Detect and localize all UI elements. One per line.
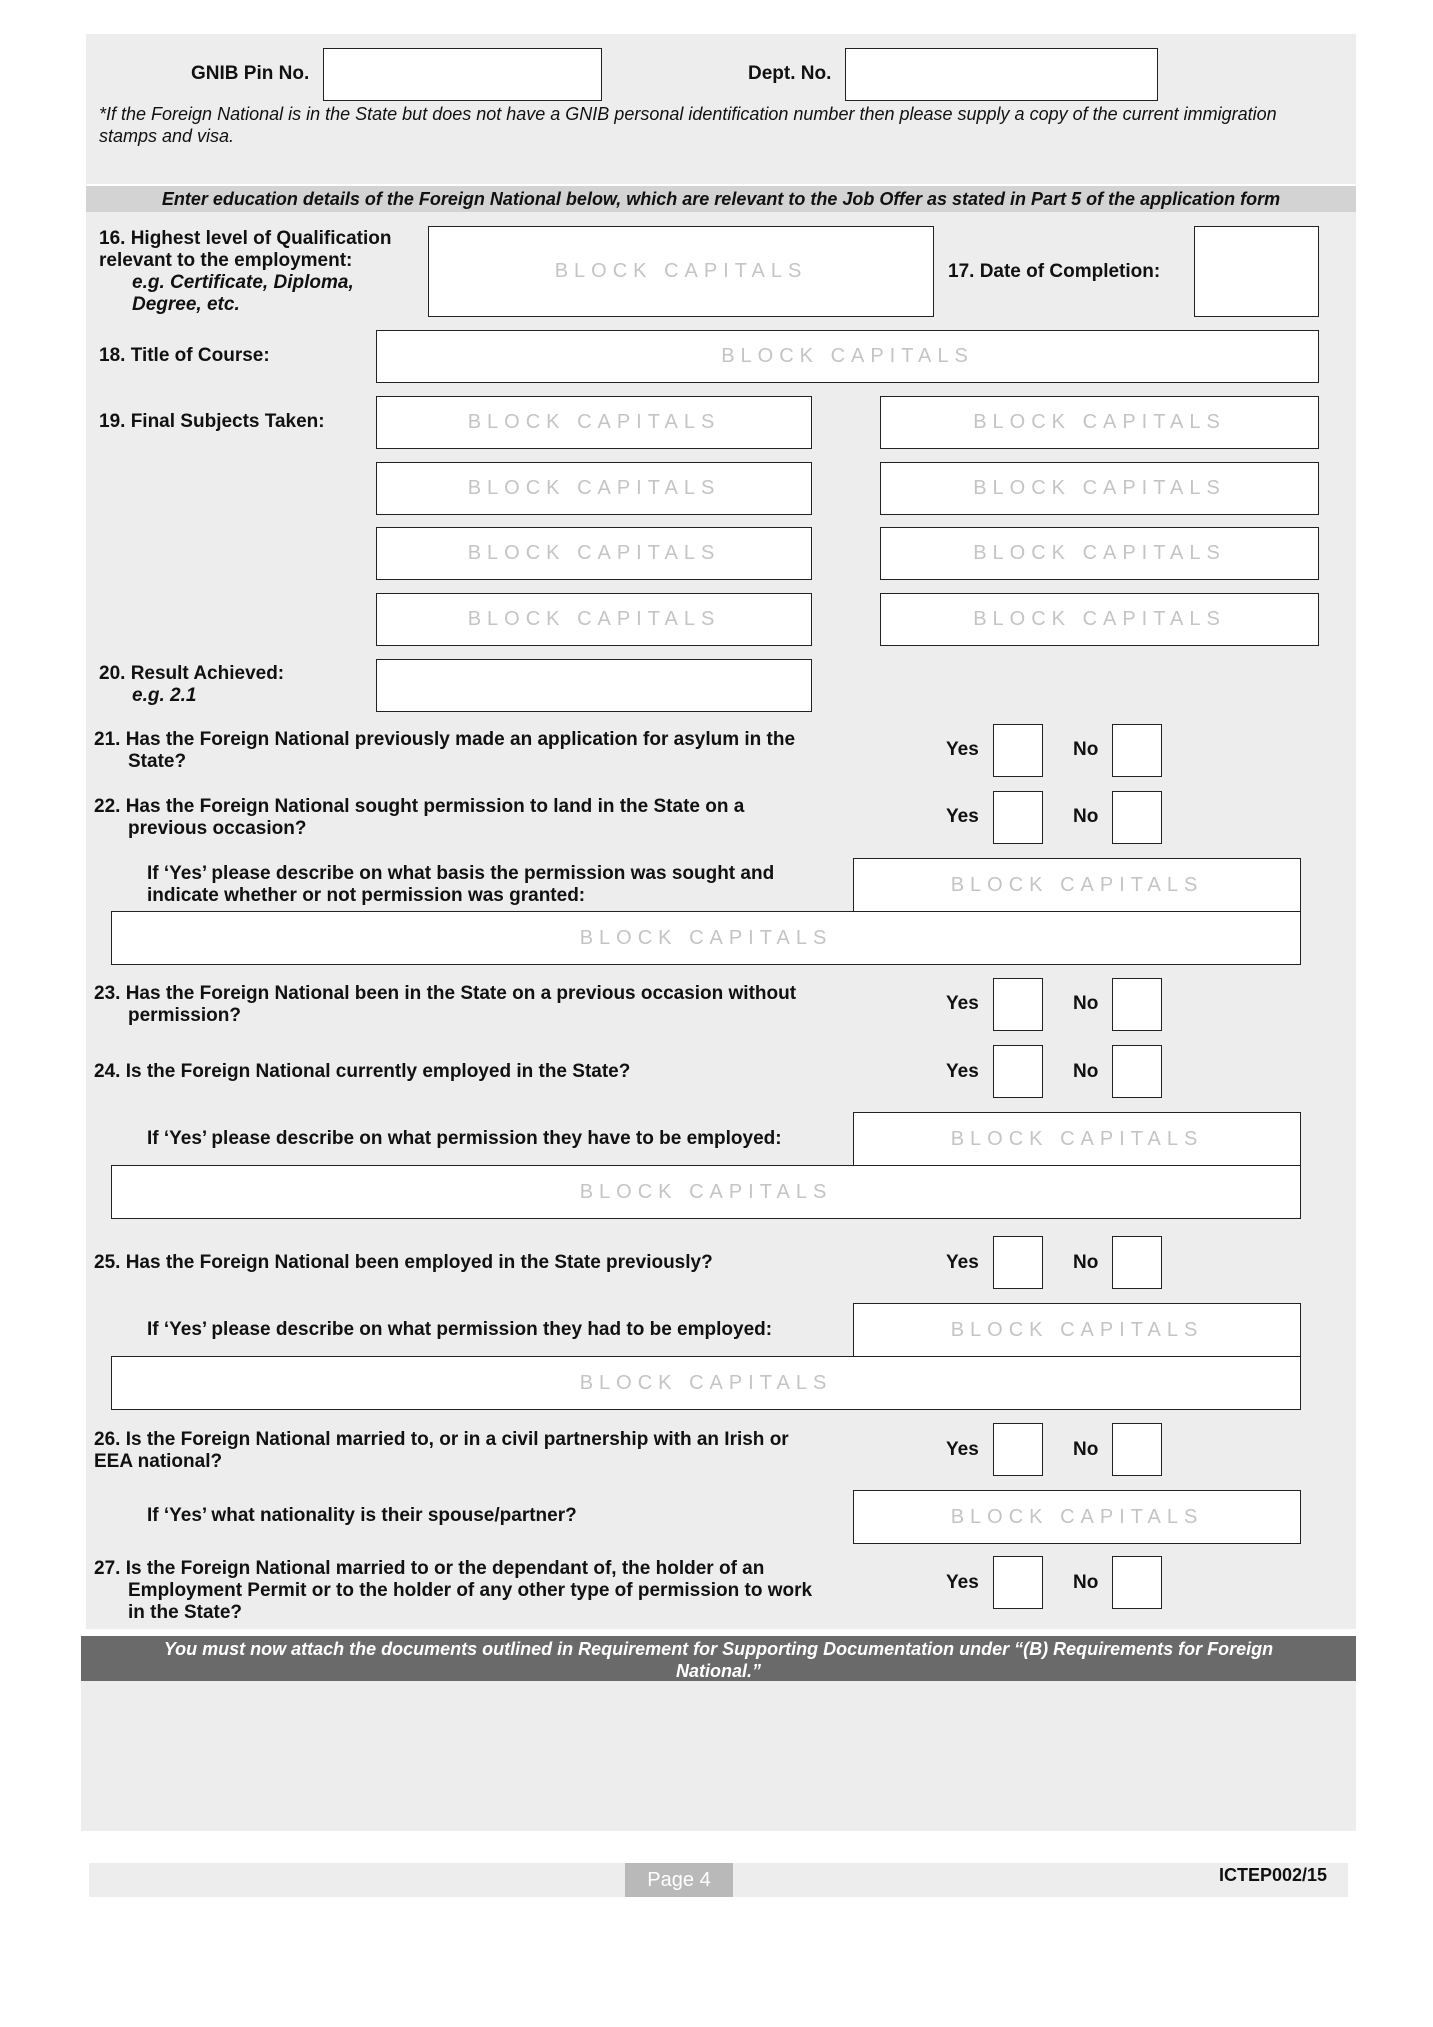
q25-no-label: No <box>1073 1252 1099 1273</box>
course-title-placeholder: BLOCK CAPITALS <box>721 345 974 367</box>
q24-permission-continued-placeholder: BLOCK CAPITALS <box>579 1180 833 1203</box>
subject-field-1[interactable] <box>376 396 812 449</box>
q23-line2: permission? <box>128 1005 241 1026</box>
subject-placeholder: BLOCK CAPITALS <box>467 542 721 564</box>
q27-line2: Employment Permit or to the holder of any other type of permission to work <box>128 1580 813 1601</box>
q25-label: 25. Has the Foreign National been employed in the State previously? <box>94 1252 713 1273</box>
gnib-pin-field[interactable] <box>323 48 602 101</box>
q26-no-checkbox[interactable] <box>1112 1423 1162 1476</box>
dept-label: Dept. No. <box>748 63 832 84</box>
q26-no-label: No <box>1073 1439 1099 1460</box>
subject-field-5[interactable] <box>376 527 812 580</box>
q24-permission-field[interactable] <box>853 1112 1301 1166</box>
q27-no-label: No <box>1073 1572 1099 1593</box>
q24-yes-checkbox[interactable] <box>993 1045 1043 1098</box>
q22-yes-label: Yes <box>946 806 979 827</box>
lower-panel <box>81 1681 1356 1831</box>
q22-followup-line2: indicate whether or not permission was granted: <box>147 885 586 906</box>
q22-basis-field[interactable] <box>853 858 1301 912</box>
q24-no-checkbox[interactable] <box>1112 1045 1162 1098</box>
q25-permission-field[interactable] <box>853 1303 1301 1357</box>
q22-line2: previous occasion? <box>128 818 307 839</box>
q23-no-label: No <box>1073 993 1099 1014</box>
q21-line2: State? <box>128 751 187 772</box>
gnib-label: GNIB Pin No. <box>191 63 310 84</box>
subject-field-6[interactable] <box>880 527 1319 580</box>
q25-permission-continued-placeholder: BLOCK CAPITALS <box>579 1371 833 1394</box>
q26-line1: 26. Is the Foreign National married to, or in a civil partnership with an Irish or <box>94 1429 789 1450</box>
q21-yes-label: Yes <box>946 739 979 760</box>
q27-line1: 27. Is the Foreign National married to or the dependant of, the holder of an <box>94 1558 765 1579</box>
subject-placeholder: BLOCK CAPITALS <box>973 542 1226 564</box>
q22-yes-checkbox[interactable] <box>993 791 1043 844</box>
q25-yes-checkbox[interactable] <box>993 1236 1043 1289</box>
q20-label: 20. Result Achieved: <box>99 663 285 684</box>
q22-basis-field-continued[interactable] <box>111 911 1301 965</box>
q23-yes-checkbox[interactable] <box>993 978 1043 1031</box>
q27-yes-checkbox[interactable] <box>993 1556 1043 1609</box>
subject-field-8[interactable] <box>880 593 1319 646</box>
q25-yes-label: Yes <box>946 1252 979 1273</box>
q21-no-checkbox[interactable] <box>1112 724 1162 777</box>
q22-no-checkbox[interactable] <box>1112 791 1162 844</box>
q27-no-checkbox[interactable] <box>1112 1556 1162 1609</box>
completion-date-field[interactable] <box>1194 226 1319 317</box>
q24-permission-field-continued[interactable] <box>111 1165 1301 1219</box>
subject-placeholder: BLOCK CAPITALS <box>467 608 721 630</box>
q17-label: 17. Date of Completion: <box>948 261 1161 282</box>
course-title-field[interactable] <box>376 330 1319 383</box>
q24-label: 24. Is the Foreign National currently employed in the State? <box>94 1061 631 1082</box>
qualification-field[interactable] <box>428 226 934 317</box>
q25-permission-field-continued[interactable] <box>111 1356 1301 1410</box>
q18-label: 18. Title of Course: <box>99 345 270 366</box>
subject-field-4[interactable] <box>880 462 1319 515</box>
q16-example-line2: Degree, etc. <box>132 294 240 315</box>
page-number: Page 4 <box>625 1863 733 1897</box>
subject-placeholder: BLOCK CAPITALS <box>467 477 721 499</box>
q16-line1: 16. Highest level of Qualification <box>99 228 392 249</box>
form-code: ICTEP002/15 <box>1219 1865 1328 1885</box>
result-field[interactable] <box>376 659 812 712</box>
q23-no-checkbox[interactable] <box>1112 978 1162 1031</box>
qualification-placeholder: BLOCK CAPITALS <box>554 260 808 282</box>
subject-placeholder: BLOCK CAPITALS <box>973 608 1226 630</box>
gnib-note: *If the Foreign National is in the State but does not have a GNIB personal identification number then please supply a copy of the current immigration stamps and visa. <box>99 104 1277 146</box>
q19-label: 19. Final Subjects Taken: <box>99 411 325 432</box>
q24-yes-label: Yes <box>946 1061 979 1082</box>
subject-placeholder: BLOCK CAPITALS <box>973 477 1226 499</box>
q22-basis-placeholder: BLOCK CAPITALS <box>950 873 1204 896</box>
subject-field-3[interactable] <box>376 462 812 515</box>
q22-basis-continued-placeholder: BLOCK CAPITALS <box>579 926 833 949</box>
q24-followup: If ‘Yes’ please describe on what permission they have to be employed: <box>147 1128 782 1149</box>
attach-documents-band: You must now attach the documents outlined in Requirement for Supporting Documentation under “(B) Requirements for Foreign National.” <box>81 1636 1356 1681</box>
q21-yes-checkbox[interactable] <box>993 724 1043 777</box>
q22-followup-line1: If ‘Yes’ please describe on what basis the permission was sought and <box>147 863 775 884</box>
spouse-nationality-placeholder: BLOCK CAPITALS <box>950 1505 1204 1528</box>
subject-placeholder: BLOCK CAPITALS <box>467 411 721 433</box>
q22-no-label: No <box>1073 806 1099 827</box>
q23-line1: 23. Has the Foreign National been in the State on a previous occasion without <box>94 983 797 1004</box>
q21-line1: 21. Has the Foreign National previously made an application for asylum in the <box>94 729 796 750</box>
spouse-nationality-field[interactable] <box>853 1490 1301 1544</box>
dept-no-field[interactable] <box>845 48 1158 101</box>
subject-field-2[interactable] <box>880 396 1319 449</box>
subject-field-7[interactable] <box>376 593 812 646</box>
q22-line1: 22. Has the Foreign National sought permission to land in the State on a <box>94 796 745 817</box>
q27-yes-label: Yes <box>946 1572 979 1593</box>
q16-example-line1: e.g. Certificate, Diploma, <box>132 272 354 293</box>
q24-no-label: No <box>1073 1061 1099 1082</box>
q16-line2: relevant to the employment: <box>99 250 353 271</box>
q21-no-label: No <box>1073 739 1099 760</box>
q26-yes-checkbox[interactable] <box>993 1423 1043 1476</box>
education-band: Enter education details of the Foreign National below, which are relevant to the Job Offer as stated in Part 5 of the application form <box>86 186 1356 212</box>
q25-permission-placeholder: BLOCK CAPITALS <box>950 1318 1204 1341</box>
q25-no-checkbox[interactable] <box>1112 1236 1162 1289</box>
q24-permission-placeholder: BLOCK CAPITALS <box>950 1127 1204 1150</box>
q27-line3: in the State? <box>128 1602 243 1623</box>
subject-placeholder: BLOCK CAPITALS <box>973 411 1226 433</box>
q26-followup: If ‘Yes’ what nationality is their spouse/partner? <box>147 1505 577 1526</box>
q26-line2: EEA national? <box>94 1451 223 1472</box>
q26-yes-label: Yes <box>946 1439 979 1460</box>
q23-yes-label: Yes <box>946 993 979 1014</box>
q25-followup: If ‘Yes’ please describe on what permission they had to be employed: <box>147 1319 773 1340</box>
q20-example: e.g. 2.1 <box>132 685 197 706</box>
